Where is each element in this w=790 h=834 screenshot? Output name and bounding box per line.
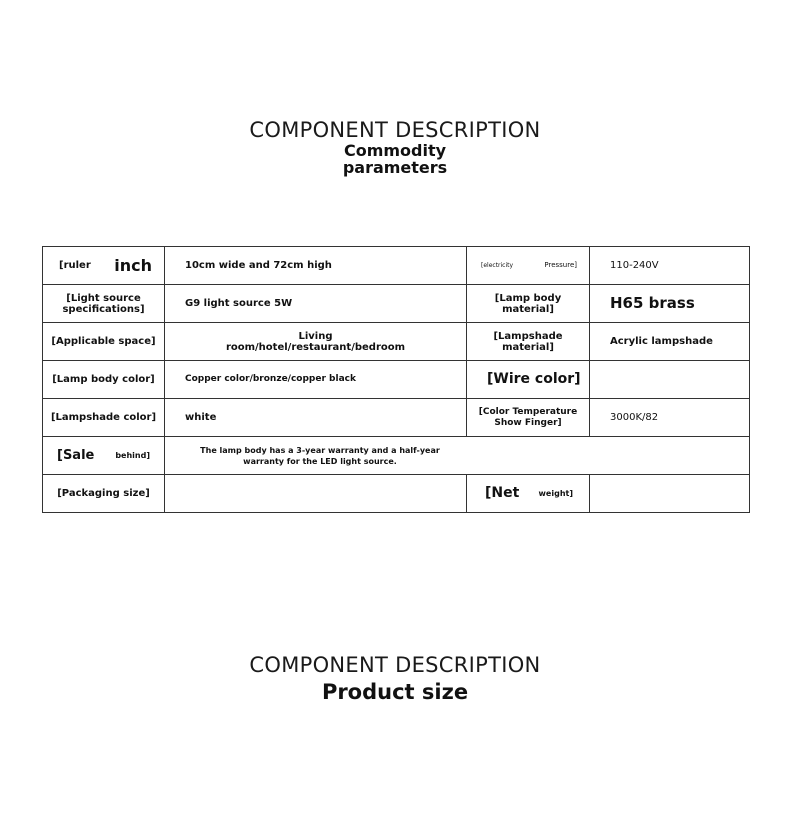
- param-value-lamp-body-material: H65 brass: [590, 285, 750, 323]
- param-label-applicable-space: [Applicable space]: [43, 323, 165, 361]
- param-label-color-temperature: [Color Temperature Show Finger]: [467, 399, 590, 437]
- param-value-after-sale: [165, 437, 750, 475]
- param-value-color-temperature: 3000K/82: [590, 399, 750, 437]
- param-value-lampshade-color: white: [165, 399, 467, 437]
- table-row: [43, 475, 750, 513]
- table-row: [43, 399, 750, 437]
- param-label-lamp-body-color: [Lamp body color]: [43, 361, 165, 399]
- param-value-net-weight: [590, 475, 750, 513]
- warranty-text: The lamp body has a 3-year warranty and a half-year warranty for the LED light source.: [200, 445, 440, 466]
- label-part: weight]: [538, 489, 573, 498]
- subheading-line-1: Commodity: [343, 141, 447, 160]
- param-label-lamp-body-material: [Lamp body material]: [467, 285, 590, 323]
- subheading-line-2: parameters: [342, 158, 448, 177]
- param-label-lampshade-material: [Lampshade material]: [467, 323, 590, 361]
- value-line: room/hotel/restaurant/bedroom: [225, 341, 406, 353]
- param-value-lampshade-material: Acrylic lampshade: [590, 323, 750, 361]
- param-value-voltage: 110-240V: [590, 247, 750, 285]
- label-part: [electricity: [481, 262, 514, 269]
- param-value-wire-color: [590, 361, 750, 399]
- param-value-packaging-size: [165, 475, 467, 513]
- parameters-table: [42, 246, 750, 513]
- param-label-lampshade-color: [Lampshade color]: [43, 399, 165, 437]
- param-label-after-sale: [43, 437, 165, 475]
- label-part: Pressure]: [544, 261, 577, 269]
- section-subheading-commodity-parameters: [0, 142, 790, 176]
- param-label-light-source: [Light source specifications]: [43, 285, 165, 323]
- label-part: [Net: [485, 485, 520, 501]
- table-row: [43, 285, 750, 323]
- section-heading-component-description: COMPONENT DESCRIPTION: [249, 118, 541, 142]
- value-line: Living: [298, 330, 333, 342]
- table-row: [43, 361, 750, 399]
- param-label-net-weight: [467, 475, 590, 513]
- label-part: [Sale: [57, 448, 95, 463]
- param-label-ruler: [43, 247, 165, 285]
- table-row: [43, 247, 750, 285]
- param-value-light-source: G9 light source 5W: [165, 285, 467, 323]
- label-part: [ruler: [59, 260, 91, 271]
- section-subheading-product-size: Product size: [321, 680, 469, 704]
- param-value-lamp-body-color: Copper color/bronze/copper black: [165, 361, 467, 399]
- table-row: [43, 323, 750, 361]
- param-value-size: 10cm wide and 72cm high: [165, 247, 467, 285]
- table-row: [43, 437, 750, 475]
- param-label-voltage: [467, 247, 590, 285]
- param-value-applicable-space: [165, 323, 467, 361]
- param-label-packaging-size: [Packaging size]: [43, 475, 165, 513]
- label-part: behind]: [115, 451, 150, 460]
- param-label-wire-color: [Wire color]: [467, 361, 590, 399]
- section-heading-component-description-2: COMPONENT DESCRIPTION: [249, 653, 541, 677]
- label-part: inch: [114, 256, 152, 275]
